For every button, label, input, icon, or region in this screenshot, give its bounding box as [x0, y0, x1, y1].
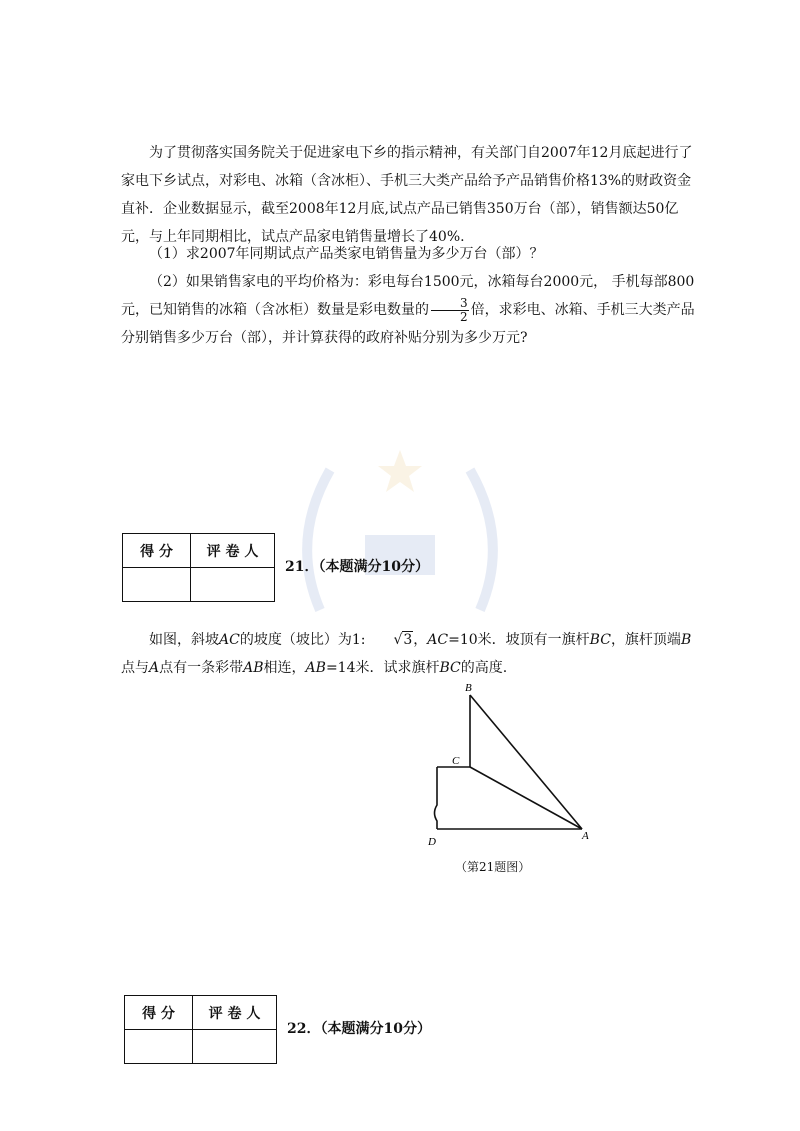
q21-text-e: ，旗杆顶端: [610, 632, 681, 648]
grader-header: 评 卷 人: [193, 996, 277, 1030]
label-ab: AB: [243, 660, 264, 676]
label-bc-2: BC: [439, 660, 461, 676]
ribbon-ab: [470, 695, 582, 829]
score-table-q22: [124, 995, 277, 1064]
score-cell: [123, 568, 191, 602]
broken-edge: [435, 767, 438, 829]
q20-part1: （1）求2007年同期试点产品类家电销售量为多少万台（部）？: [149, 246, 544, 262]
q20-part2-text-b: 倍，求彩电、冰箱、手机三大类产品分别销售多少万台（部），并计算获得的政府补贴分别为多少万元?: [121, 302, 695, 346]
fraction-denominator: 2: [460, 309, 468, 324]
score-cell: [125, 1030, 193, 1064]
score-header: 得 分: [125, 996, 193, 1030]
q20-part2-text-a: （2）如果销售家电的平均价格为：彩电每台1500元，冰箱每台2000元， 手机每部800元，已知销售的冰箱（含冰柜）数量是彩电数量的: [121, 274, 695, 318]
q21-text-f: 点与: [121, 660, 149, 676]
q21-text-d: =10米．坡顶有一旗杆: [448, 632, 590, 648]
fig-label-a: A: [582, 830, 589, 842]
slope-flagpole-figure: [410, 675, 600, 850]
fig-label-c: C: [452, 755, 460, 767]
q21-text-h: 相连，: [263, 660, 306, 676]
q21-text-g: 点有一条彩带: [159, 660, 244, 676]
sqrt-value: 3: [403, 632, 413, 648]
score-header: 得 分: [123, 534, 191, 568]
slope-ca: [470, 767, 582, 829]
label-ac-2: AC: [427, 632, 449, 648]
q21-text-j: 的高度.: [460, 660, 508, 676]
label-bc: BC: [589, 632, 611, 648]
q21-text-c: ，: [413, 632, 428, 648]
label-a: A: [149, 660, 160, 676]
fraction: [431, 297, 469, 324]
q21-text-a: 如图，斜坡: [149, 632, 219, 648]
watermark-logo-icon: [280, 440, 520, 640]
label-ab-2: AB: [305, 660, 326, 676]
q21-text-b: 的坡度（坡比）为1:: [239, 632, 366, 648]
label-b: B: [680, 632, 692, 648]
label-ac: AC: [219, 632, 240, 648]
fraction-numerator: 3: [431, 297, 469, 311]
q22-heading: 22．（本题满分10分）: [287, 1021, 431, 1037]
grader-cell: [193, 1030, 277, 1064]
fig-label-d: D: [428, 836, 436, 848]
q21-text-i: =14米．试求旗杆: [325, 660, 440, 676]
sqrt: √3: [393, 632, 413, 648]
grader-cell: [191, 568, 275, 602]
score-table-q21: [122, 533, 275, 602]
q20-part2: [121, 268, 701, 352]
q21-heading: 21．（本题满分10分）: [285, 559, 429, 575]
grader-header: 评 卷 人: [191, 534, 275, 568]
q21-text: [121, 626, 701, 682]
fig-label-b: B: [465, 682, 472, 694]
figure-caption: （第21题图）: [455, 860, 531, 874]
q20-intro: 为了贯彻落实国务院关于促进家电下乡的指示精神，有关部门自2007年12月底起进行了家电下乡试点，对彩电、冰箱（含冰柜）、手机三大类产品给予产品销售价格13%的财政资金直补．企业数据显示，截至2008年12月底,试点产品已销售350万台（部），销售额达50亿元，与上年同期相比，试点产品家电销售量增长了40%.: [121, 145, 693, 245]
